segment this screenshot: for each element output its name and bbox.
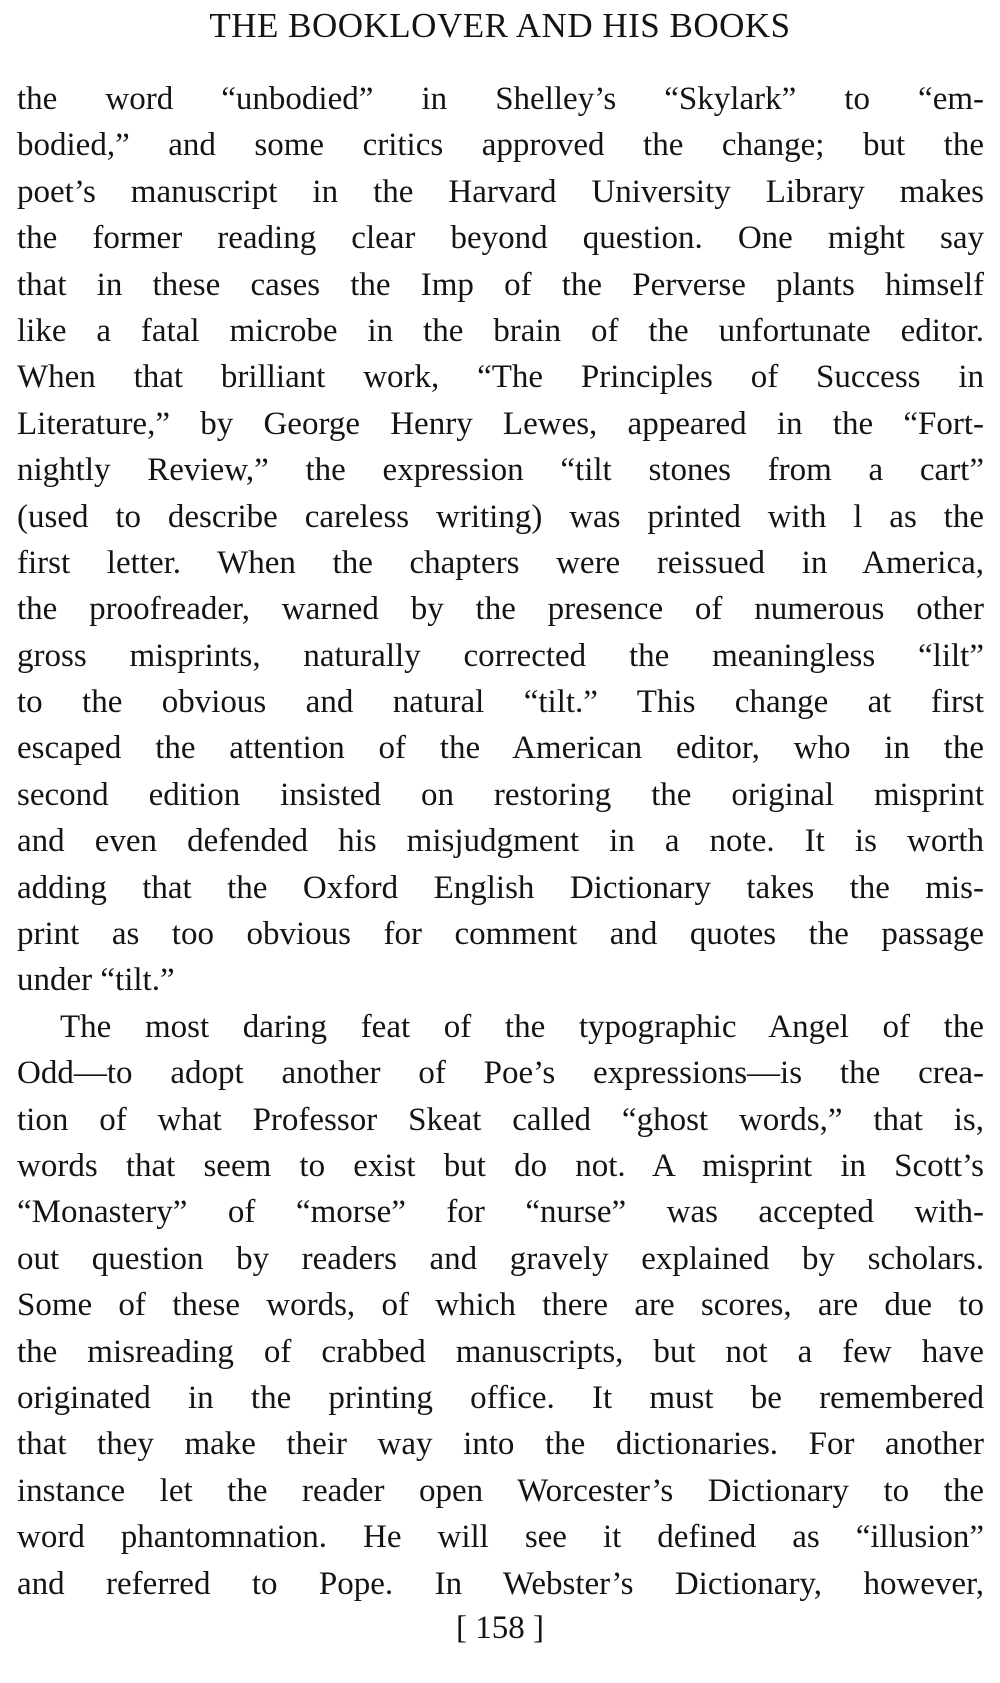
text-line: Odd—to adopt another of Poe’s expressions—is the crea-: [17, 1055, 984, 1092]
text-line: and referred to Pope. In Webster’s Dictionary, however,: [17, 1565, 984, 1602]
text-line: Some of these words, of which there are scores, are due to: [17, 1287, 984, 1324]
text-line: Literature,” by George Henry Lewes, appeared in the “Fort-: [17, 405, 984, 442]
text-line: escaped the attention of the American editor, who in the: [17, 730, 984, 767]
text-line: print as too obvious for comment and quotes the passage: [17, 916, 984, 953]
text-line: that in these cases the Imp of the Perverse plants himself: [17, 266, 984, 303]
text-line: words that seem to exist but do not. A misprint in Scott’s: [17, 1147, 984, 1184]
text-line: the former reading clear beyond question. One might say: [17, 220, 984, 257]
paragraph-start-line: The most daring feat of the typographic Angel of the: [60, 1008, 984, 1045]
page-number: [ 158 ]: [456, 1610, 544, 1646]
text-line: to the obvious and natural “tilt.” This change at first: [17, 684, 984, 721]
text-line: gross misprints, naturally corrected the meaningless “lilt”: [17, 637, 984, 674]
text-line: nightly Review,” the expression “tilt stones from a cart”: [17, 452, 984, 489]
text-line: word phantomnation. He will see it defined as “illusion”: [17, 1519, 984, 1556]
text-line: first letter. When the chapters were reissued in America,: [17, 544, 984, 581]
running-head: THE BOOKLOVER AND HIS BOOKS: [209, 6, 791, 45]
text-line: bodied,” and some critics approved the change; but the: [17, 127, 984, 164]
text-line: the word “unbodied” in Shelley’s “Skylark” to “em-: [17, 81, 984, 117]
text-line: and even defended his misjudgment in a note. It is worth: [17, 823, 984, 860]
text-line: (used to describe careless writing) was printed with l as the: [17, 498, 984, 535]
text-line: instance let the reader open Worcester’s Dictionary to the: [17, 1472, 984, 1509]
text-line: like a fatal microbe in the brain of the unfortunate editor.: [17, 312, 984, 349]
text-line: poet’s manuscript in the Harvard University Library makes: [17, 173, 984, 210]
body-text: [17, 76, 984, 1607]
text-line: under “tilt.”: [17, 962, 175, 999]
text-line: second edition insisted on restoring the original misprint: [17, 776, 984, 813]
text-line: out question by readers and gravely explained by scholars.: [17, 1240, 984, 1277]
text-line: “Monastery” of “morse” for “nurse” was accepted with-: [17, 1194, 984, 1231]
text-line: that they make their way into the dictionaries. For another: [17, 1426, 984, 1463]
text-line: When that brilliant work, “The Principles of Success in: [17, 359, 984, 396]
text-line: adding that the Oxford English Dictionary takes the mis-: [17, 869, 984, 906]
text-line: tion of what Professor Skeat called “ghost words,” that is,: [17, 1101, 984, 1138]
text-line: the misreading of crabbed manuscripts, but not a few have: [17, 1333, 984, 1370]
text-line: the proofreader, warned by the presence of numerous other: [17, 591, 984, 628]
text-line: originated in the printing office. It must be remembered: [17, 1379, 984, 1416]
